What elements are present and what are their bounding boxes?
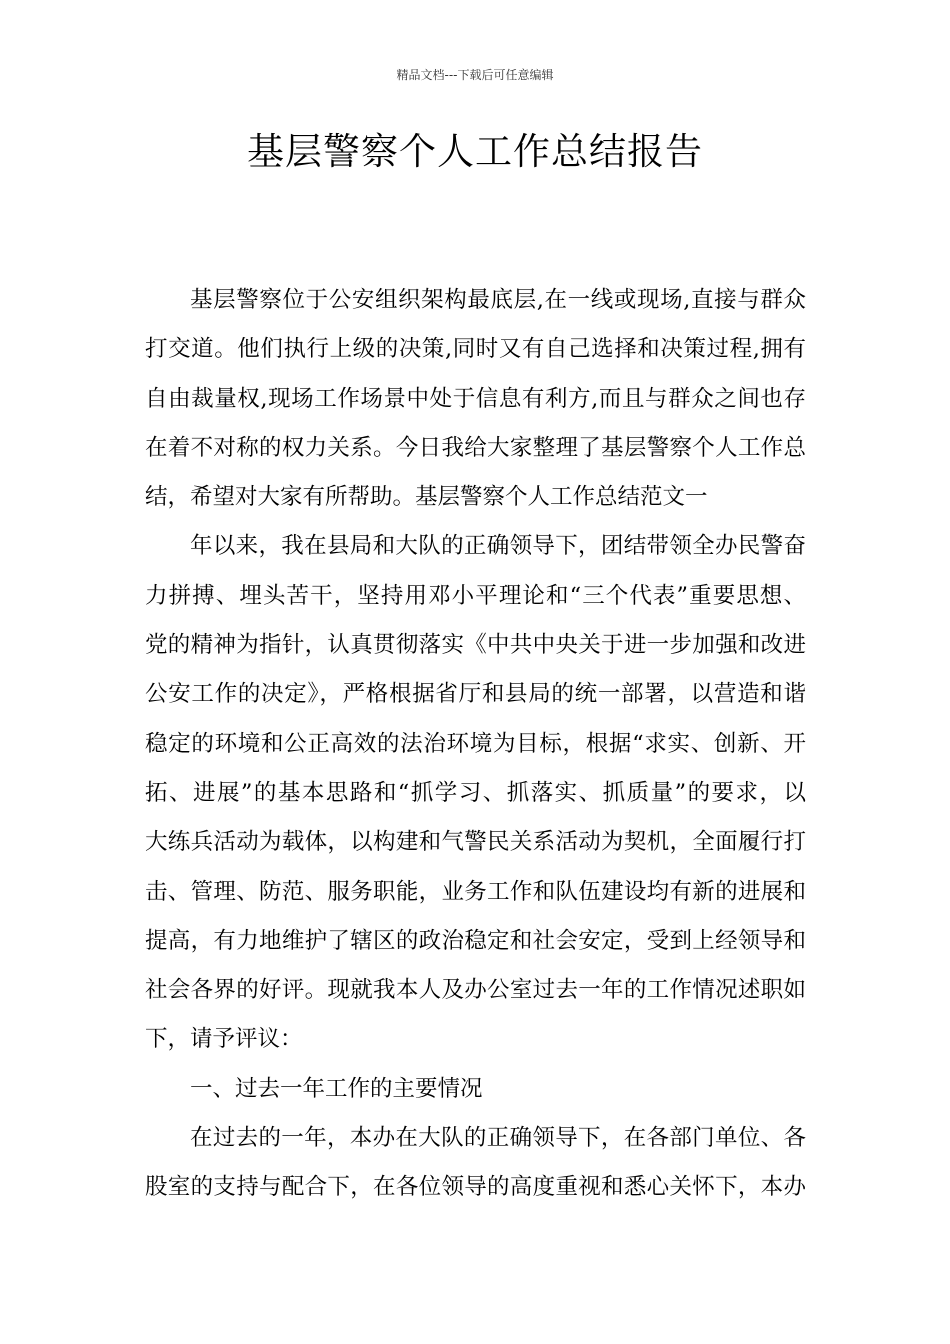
text-line: 大练兵活动为载体，以构建和气警民关系活动为契机，全面履行打 (145, 829, 806, 856)
document-title: 基层警察个人工作总结报告 (247, 130, 703, 173)
text-line: 在着不对称的权力关系。今日我给大家整理了基层警察个人工作总 (145, 434, 806, 461)
text-line: 击、管理、防范、服务职能，业务工作和队伍建设均有新的进展和 (145, 878, 806, 905)
header-note: 精品文档---下载后可任意编辑 (396, 68, 554, 82)
text-line: 社会各界的好评。现就我本人及办公室过去一年的工作情况述职如 (145, 977, 806, 1004)
text-line: 稳定的环境和公正高效的法治环境为目标，根据“求实、创新、开 (145, 730, 806, 757)
text-line: 党的精神为指针，认真贯彻落实《中共中央关于进一步加强和改进 (145, 632, 806, 659)
text-line: 股室的支持与配合下，在各位领导的高度重视和悉心关怀下，本办 (145, 1174, 806, 1201)
document-body (145, 276, 806, 1213)
text-line: 在过去的一年，本办在大队的正确领导下，在各部门单位、各 (190, 1125, 806, 1152)
text-line: 提高，有力地维护了辖区的政治稳定和社会安定，受到上经领导和 (145, 927, 806, 954)
text-line: 拓、进展”的基本思路和“抓学习、抓落实、抓质量”的要求，以 (145, 779, 806, 806)
text-line: 基层警察位于公安组织架构最底层,在一线或现场,直接与群众 (190, 287, 806, 313)
text-line: 年以来，我在县局和大队的正确领导下，团结带领全办民警奋 (190, 533, 806, 560)
text-line: 下，请予评议： (145, 1026, 303, 1053)
text-line: 一、过去一年工作的主要情况 (190, 1075, 483, 1102)
text-line: 打交道。他们执行上级的决策,同时又有自己选择和决策过程,拥有 (145, 336, 806, 363)
text-line: 公安工作的决定》，严格根据省厅和县局的统一部署，以营造和谐 (145, 681, 806, 708)
text-line: 自由裁量权,现场工作场景中处于信息有利方,而且与群众之间也存 (145, 385, 806, 412)
text-line: 力拼搏、埋头苦干，坚持用邓小平理论和“三个代表”重要思想、 (145, 582, 806, 609)
text-line: 结，希望对大家有所帮助。基层警察个人工作总结范文一 (145, 484, 708, 511)
